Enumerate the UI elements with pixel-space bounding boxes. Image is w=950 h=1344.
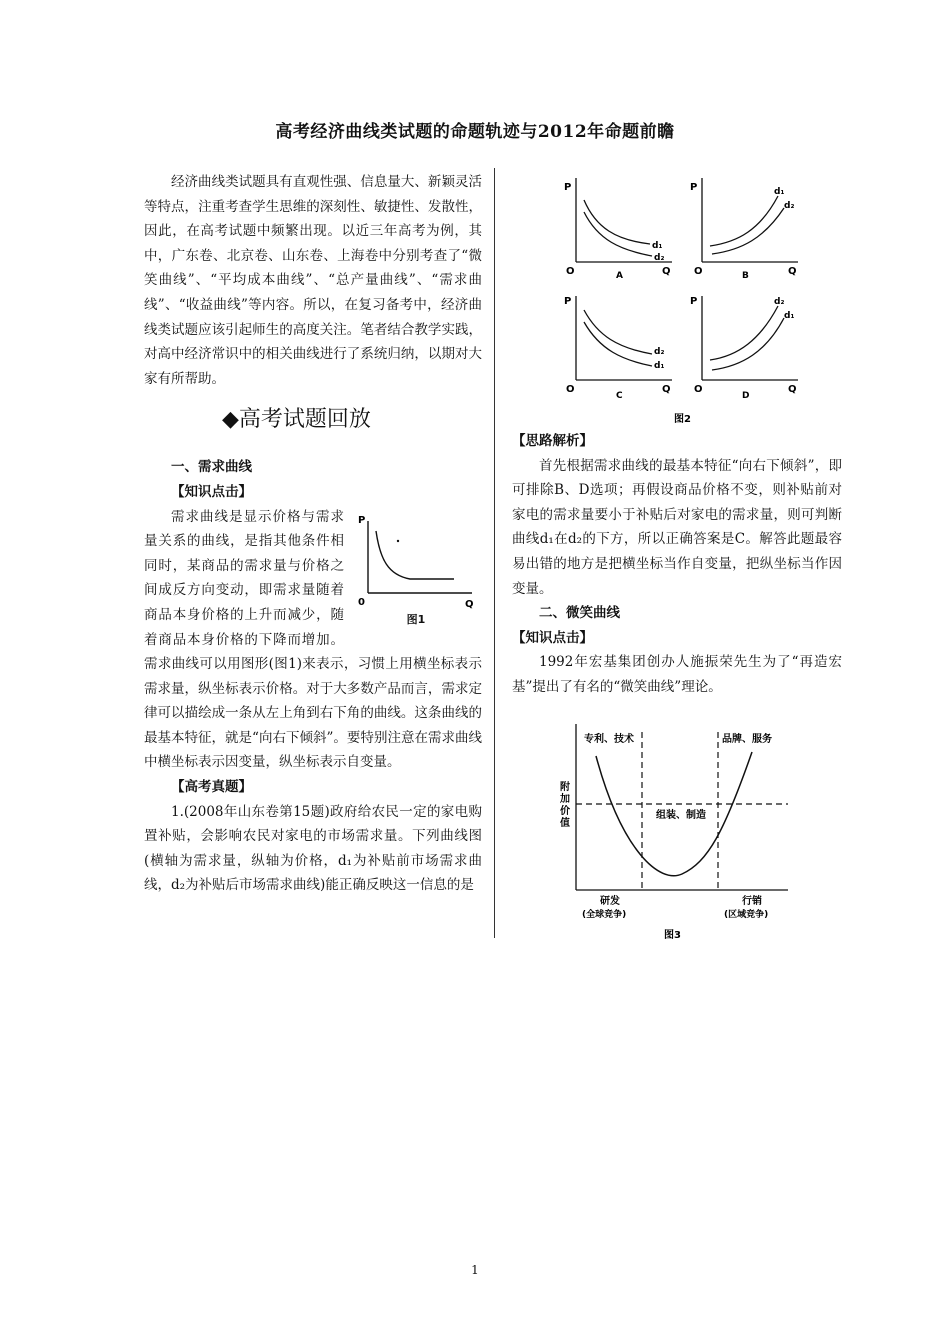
panel-d xyxy=(690,296,798,401)
analysis-label: 【思路解析】 xyxy=(512,433,593,449)
panel-a-l2: d₂ xyxy=(654,253,665,263)
panel-a-p: P xyxy=(564,182,572,193)
figure-3-chart xyxy=(512,712,842,947)
s1-exam-text: 1.(2008年山东卷第15题)政府给农民一定的家电购置补贴，会影响农民对家电的市场需求量。下列曲线图(横轴为需求量，纵轴为价格，d₁为补贴前市场需求曲线，d₂为补贴后市场需求曲线)能正确反映这一信息的是 xyxy=(144,803,482,894)
section-heading: ◆高考试题回放 xyxy=(222,407,371,433)
panel-b-l2: d₂ xyxy=(784,201,795,211)
fig3-x-left: 研发 xyxy=(600,895,620,907)
panel-b-o: O xyxy=(694,266,703,277)
s2-knowledge-label: 【知识点击】 xyxy=(512,629,593,646)
panel-a-id: A xyxy=(616,271,623,281)
panel-b-id: B xyxy=(742,271,749,281)
figure-1-caption: 图1 xyxy=(406,612,426,626)
right-column xyxy=(512,170,842,947)
panel-b-l1: d₁ xyxy=(774,187,785,197)
panel-d-q: Q xyxy=(788,384,797,395)
document-title: 高考经济曲线类试题的命题轨迹与2012年命题前瞻 xyxy=(275,122,675,142)
fig1-q-label: Q xyxy=(465,598,474,610)
fig3-x-right-sub: (区域竞争) xyxy=(724,909,769,920)
figure-2-chart xyxy=(512,170,842,425)
panel-a-l1: d₁ xyxy=(652,241,663,251)
s1-heading: 一、需求曲线 xyxy=(171,459,252,476)
intro-paragraph: 经济曲线类试题具有直观性强、信息量大、新颖灵活等特点，注重考查学生思维的深刻性、敏捷性、发散性，因此，在高考试题中频繁出现。以近三年高考为例，其中，广东卷、北京卷、山东卷、上海卷中分别考查了“微笑曲线”、“平均成本曲线”、“总产量曲线”、“需求曲线”、“收益曲线”等内容。所以，在复习备考中，经济曲线类试题应该引起师生的高度关注。笔者结合教学实践，对高中经济常识中的相关曲线进行了系统归纳，以期对大家有所帮助。 xyxy=(144,174,482,387)
figure-2-caption: 图2 xyxy=(674,414,691,425)
fig1-dot xyxy=(397,539,399,541)
s1-knowledge-text: 需求曲线是显示价格与需求量关系的曲线，是指其他条件相同时，某商品的需求量与价格之间成反方向变动，即需求量随着商品本身价格的上升而减少，随着商品本身价格的下降而增加。需求曲线可以用图形(图1)来表示，习惯上用横坐标表示需求量，纵坐标表示价格。对于大多数产品而言，需求定律可以描绘成一条从左上角到右下角的曲线。这条曲线的最基本特征，就是“向右下倾斜”。要特别注意在需求曲线中横坐标表示因变量，纵坐标表示自变量。 xyxy=(144,508,482,771)
s2-knowledge-text: 1992年宏基集团创办人施振荣先生为了“再造宏基”提出了有名的“微笑曲线”理论。 xyxy=(512,654,842,695)
panel-c-o: O xyxy=(566,384,575,395)
fig3-label-mid: 组装、制造 xyxy=(656,809,706,821)
panel-c xyxy=(564,296,672,401)
figure-3-caption: 图3 xyxy=(664,929,681,941)
demand-curve xyxy=(376,531,454,579)
left-column xyxy=(144,170,482,898)
s2-heading: 二、微笑曲线 xyxy=(539,605,620,622)
s1-exam-label: 【高考真题】 xyxy=(171,779,252,796)
panel-d-p: P xyxy=(690,296,698,307)
analysis-text: 首先根据需求曲线的最基本特征“向右下倾斜”，即可排除B、D选项；再假设商品价格不变，则补贴前对家电的需求量要小于补贴后对家电的需求量，则可判断曲线d₁在d₂的下方，所以正确答案是C。解答此题最容易出错的地方是把横坐标当作自变量，把纵坐标当作因变量。 xyxy=(512,457,842,597)
fig3-y-1: 附 xyxy=(560,781,570,793)
fig3-y-4: 值 xyxy=(560,817,570,829)
fig1-p-label: P xyxy=(358,514,366,526)
page-number: 1 xyxy=(471,1263,479,1277)
fig3-label-left: 专利、技术 xyxy=(584,733,634,745)
s1-knowledge-label: 【知识点击】 xyxy=(171,483,252,500)
panel-c-l2: d₁ xyxy=(654,361,665,371)
panel-c-q: Q xyxy=(662,384,671,395)
panel-a-o: O xyxy=(566,266,575,277)
panel-c-p: P xyxy=(564,296,572,307)
panel-b xyxy=(690,178,798,281)
panel-c-l1: d₂ xyxy=(654,347,665,357)
panel-d-l2: d₁ xyxy=(784,311,795,321)
figure-3 xyxy=(512,712,842,947)
figure-1-chart xyxy=(350,509,482,613)
fig3-y-2: 加 xyxy=(560,793,570,805)
fig3-x-right: 行销 xyxy=(742,895,762,907)
fig3-x-left-sub: (全球竞争) xyxy=(582,909,627,920)
figure-2 xyxy=(512,170,842,425)
figure-1 xyxy=(350,509,482,631)
panel-b-q: Q xyxy=(788,266,797,277)
column-divider xyxy=(494,168,495,938)
panel-c-id: C xyxy=(616,391,623,401)
panel-d-l1: d₂ xyxy=(774,297,785,307)
panel-b-p: P xyxy=(690,182,698,193)
panel-a-q: Q xyxy=(662,266,671,277)
panel-d-o: O xyxy=(694,384,703,395)
panel-d-id: D xyxy=(742,391,750,401)
fig1-origin-label: 0 xyxy=(358,596,365,608)
fig3-y-3: 价 xyxy=(560,805,570,817)
panel-a xyxy=(564,178,672,281)
fig3-label-right: 品牌、服务 xyxy=(722,733,772,745)
